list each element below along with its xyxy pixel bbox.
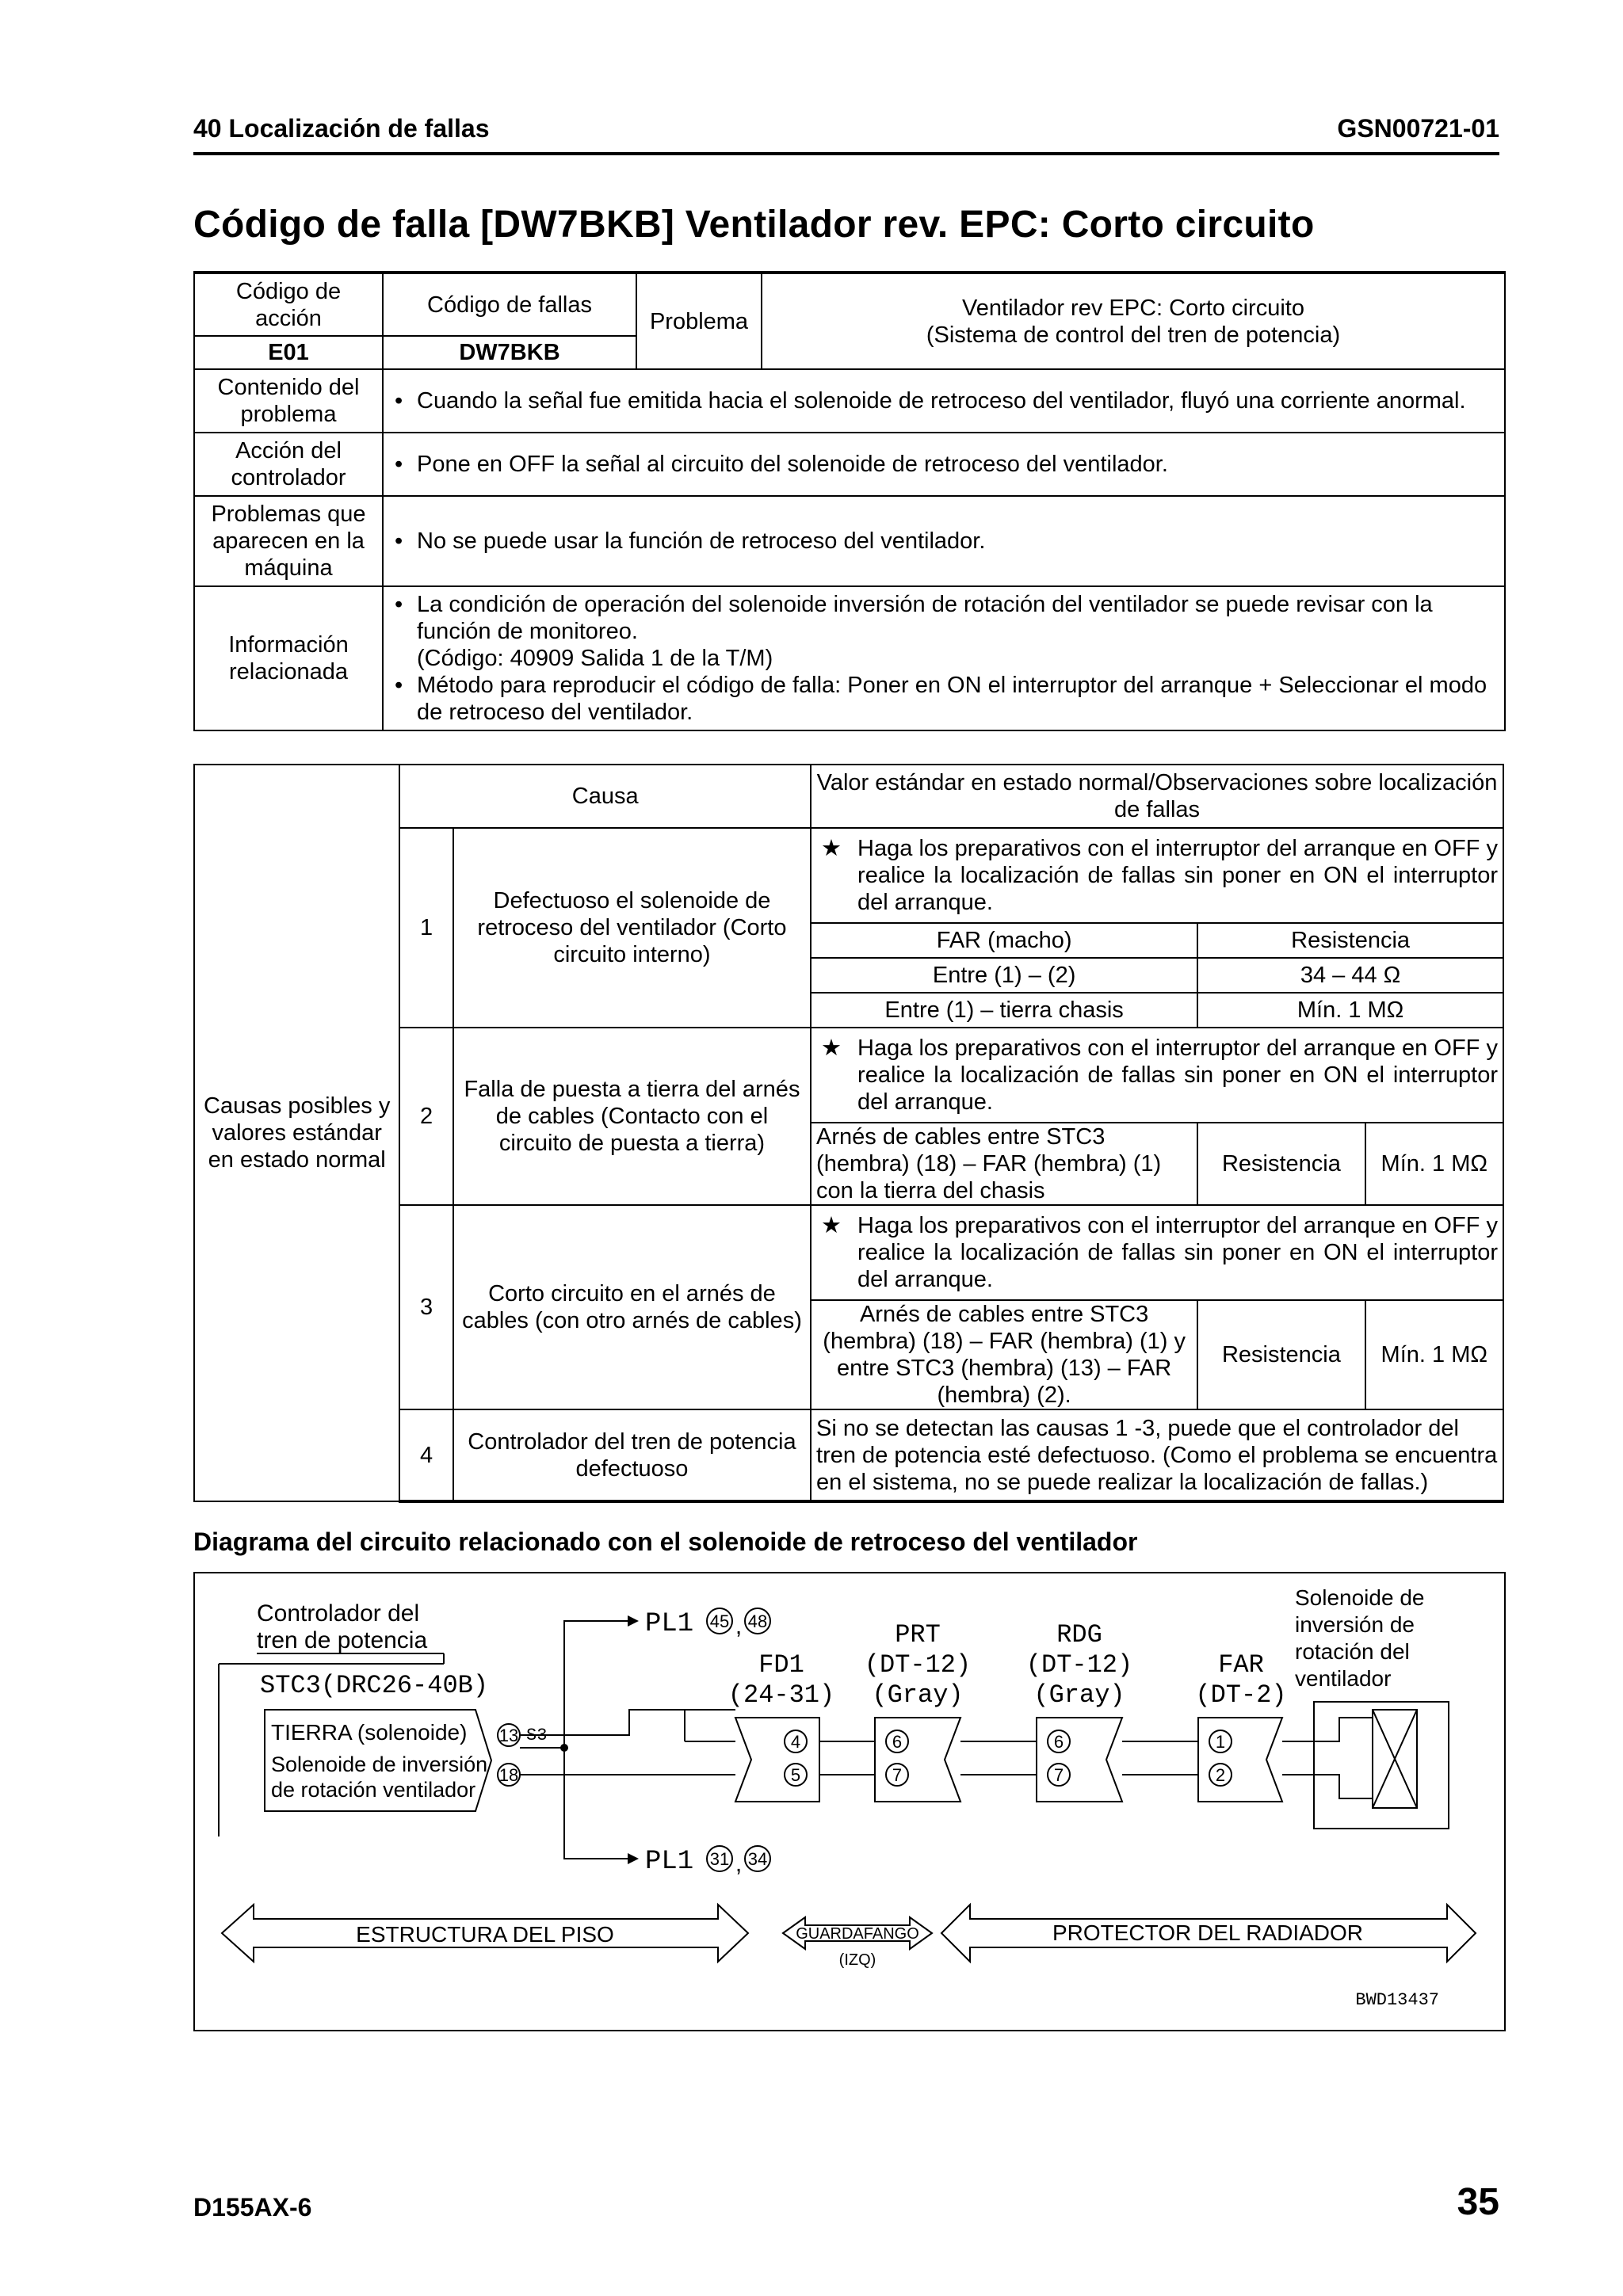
causes-side-label: Causas posibles y valores estándar en estado normal [194, 765, 399, 1501]
connector-rdg-name: RDG [1056, 1620, 1102, 1650]
problem-text: Ventilador rev EPC: Corto circuito [962, 295, 1304, 321]
wire-far-sol-1 [1282, 1718, 1373, 1741]
star-icon: ★ [821, 1035, 842, 1061]
row-content-machine-problems [383, 496, 1505, 586]
document-code: GSN00721-01 [1337, 114, 1499, 143]
zone-radiator-label: PROTECTOR DEL RADIADOR [1052, 1920, 1364, 1945]
row-label-related-info: Información relacionada [194, 586, 383, 730]
connector-prt-color: (Gray) [872, 1680, 964, 1710]
row-label-controller-action: Acción del controlador [194, 433, 383, 496]
cause-description: Defectuoso el solenoide de retroceso del ventilador (Corto circuito interno) [453, 828, 811, 1028]
check-description: Arnés de cables entre STC3 (hembra) (18) – FAR (hembra) (1) con la tierra del chasis [811, 1123, 1197, 1205]
wire-pl1-top [564, 1621, 637, 1748]
footer-model: D155AX-6 [193, 2193, 312, 2222]
sub-row-measure: Entre (1) – (2) [811, 958, 1197, 993]
pl1-31-label: 31 [709, 1849, 730, 1869]
bullet-item: • No se puede usar la función de retroceso del ventilador. [417, 528, 1499, 555]
solenoid-label-2: inversión de [1295, 1612, 1415, 1637]
page-title: Código de falla [DW7BKB] Ventilador rev. EPC: Corto circuito [193, 204, 1315, 246]
wire-far-sol-2 [1282, 1775, 1373, 1798]
problem-system: (Sistema de control del tren de potencia) [926, 322, 1341, 348]
sub-header-connector: FAR (macho) [811, 923, 1197, 958]
bullet-item: • Pone en OFF la señal al circuito del solenoide de retroceso del ventilador. [417, 451, 1499, 478]
check-description: Arnés de cables entre STC3 (hembra) (18) – FAR (hembra) (1) y entre STC3 (hembra) (13) – FAR (hembra) (2). [811, 1300, 1197, 1409]
check-measure: Resistencia [1197, 1123, 1365, 1205]
action-code-value: E01 [194, 336, 383, 369]
connector-far-name: FAR [1218, 1650, 1264, 1680]
solenoid-label-1: Solenoide de [1295, 1585, 1425, 1610]
cause-description: Controlador del tren de potencia defectuoso [453, 1409, 811, 1501]
row-content-related-info [383, 586, 1505, 730]
code-note: (Código: 40909 Salida 1 de la T/M) [417, 646, 773, 671]
pl1-top-comma: , [735, 1613, 743, 1639]
cause-number: 1 [399, 828, 453, 1028]
prt-pin-6: 6 [892, 1732, 903, 1752]
action-code-label: Código de acción [194, 273, 383, 336]
wire-pl1-bottom [564, 1748, 637, 1859]
fd1-pin-5: 5 [790, 1765, 801, 1785]
fd1-pin-4: 4 [790, 1732, 801, 1752]
controller-label-2: tren de potencia [257, 1627, 428, 1653]
connector-fd1-type: (24-31) [727, 1680, 835, 1710]
zone-fender-label: GUARDAFANGO [796, 1925, 919, 1943]
page-number: 35 [1457, 2181, 1499, 2223]
problem-label: Problema [636, 273, 762, 369]
pl1-top-label: PL1 [645, 1609, 694, 1639]
connector-prt-type: (DT-12) [864, 1650, 972, 1680]
connector-far-body [1198, 1718, 1282, 1802]
section-header: 40 Localización de fallas [193, 114, 490, 143]
connector-rdg-body [1037, 1718, 1122, 1802]
star-icon: ★ [821, 1213, 842, 1238]
cause-number: 4 [399, 1409, 453, 1501]
cause-header: Causa [399, 765, 811, 828]
pl1-bottom-comma: , [735, 1851, 743, 1877]
cause-note: Si no se detectan las causas 1 -3, puede que el controlador del tren de potencia esté defectuoso. (Como el problema se encuentra en el sistema, no se puede realizar la localización de fallas.) [811, 1409, 1503, 1501]
pl1-48-label: 48 [747, 1611, 768, 1631]
connector-fd1-body [735, 1718, 819, 1802]
star-note: ★ Haga los preparativos con el interruptor del arranque en OFF y realice la localización de fallas sin poner en ON el interruptor del arranque. [811, 1205, 1503, 1300]
fault-code-label: Código de fallas [383, 273, 636, 336]
connector-rdg-type: (DT-12) [1025, 1650, 1133, 1680]
sub-row-measure: Entre (1) – tierra chasis [811, 993, 1197, 1028]
wire-ground [520, 1710, 735, 1735]
bullet-item: • La condición de operación del solenoide inversión de rotación del ventilador se puede revisar con la función de monitoreo. [417, 591, 1499, 645]
connector-prt-name: PRT [895, 1620, 941, 1650]
row-content-controller-action [383, 433, 1505, 496]
causes-table [193, 764, 1504, 1503]
cause-number: 2 [399, 1028, 453, 1205]
row-label-problem-content: Contenido del problema [194, 369, 383, 433]
bullet-item: • Cuando la señal fue emitida hacia el solenoide de retroceso del ventilador, fluyó una corriente anormal. [417, 387, 1499, 414]
controller-label-1: Controlador del [257, 1600, 420, 1627]
star-icon: ★ [821, 836, 842, 861]
pl1-34-label: 34 [747, 1849, 768, 1869]
sub-row-value: 34 – 44 Ω [1197, 958, 1503, 993]
diagram-title: Diagrama del circuito relacionado con el solenoide de retroceso del ventilador [193, 1527, 1138, 1556]
connector-far-type: (DT-2) [1195, 1680, 1287, 1710]
check-value: Mín. 1 MΩ [1365, 1123, 1503, 1205]
bullet-item: • Método para reproducir el código de falla: Poner en ON el interruptor del arranque + Seleccionar el modo de retroceso del ventilador. [417, 672, 1499, 726]
zone-fender-side: (IZQ) [838, 1951, 876, 1969]
header-rule [193, 152, 1499, 155]
row-label-machine-problems: Problemas que aparecen en la máquina [194, 496, 383, 586]
cause-number: 3 [399, 1205, 453, 1409]
sub-row-value: Mín. 1 MΩ [1197, 993, 1503, 1028]
fault-code-value: DW7BKB [383, 336, 636, 369]
connector-fd1-name: FD1 [758, 1650, 804, 1680]
star-note: ★ Haga los preparativos con el interruptor del arranque en OFF y realice la localización de fallas sin poner en ON el interruptor del arranque. [811, 828, 1503, 923]
cause-description: Corto circuito en el arnés de cables (con otro arnés de cables) [453, 1205, 811, 1409]
figure-code: BWD13437 [1355, 1990, 1439, 2010]
check-value: Mín. 1 MΩ [1365, 1300, 1503, 1409]
solenoid-housing [1314, 1702, 1449, 1829]
connector-prt-body [875, 1718, 960, 1802]
pl1-bottom-label: PL1 [645, 1847, 694, 1877]
star-note: ★ Haga los preparativos con el interruptor del arranque en OFF y realice la localización de fallas sin poner en ON el interruptor del arranque. [811, 1028, 1503, 1123]
sub-header-resistance: Resistencia [1197, 923, 1503, 958]
pl1-45-label: 45 [709, 1611, 730, 1631]
pin-solenoid-label-1: Solenoide de inversión [271, 1753, 488, 1776]
check-measure: Resistencia [1197, 1300, 1365, 1409]
problem-description [762, 273, 1505, 369]
splice-label: S3 [526, 1726, 548, 1745]
rdg-pin-7: 7 [1053, 1765, 1064, 1785]
far-pin-2: 2 [1215, 1765, 1226, 1785]
controller-connector-name: STC3(DRC26-40B) [260, 1671, 489, 1700]
far-pin-1: 1 [1215, 1732, 1226, 1752]
cause-description: Falla de puesta a tierra del arnés de cables (Contacto con el circuito de puesta a tierra) [453, 1028, 811, 1205]
circuit-diagram [193, 1572, 1506, 2031]
standard-value-header: Valor estándar en estado normal/Observaciones sobre localización de fallas [811, 765, 1503, 828]
prt-pin-7: 7 [892, 1765, 903, 1785]
fault-info-table [193, 271, 1506, 731]
pin-ground-label: TIERRA (solenoide) [271, 1720, 468, 1745]
pin-18-label: 18 [498, 1765, 519, 1785]
row-content-problem [383, 369, 1505, 433]
zone-floor-label: ESTRUCTURA DEL PISO [356, 1922, 614, 1947]
solenoid-label-3: rotación del [1295, 1639, 1410, 1664]
pin-solenoid-label-2: de rotación ventilador [271, 1778, 476, 1802]
solenoid-label-4: ventilador [1295, 1666, 1392, 1691]
connector-rdg-color: (Gray) [1033, 1680, 1125, 1710]
pin-13-label: 13 [498, 1726, 519, 1745]
rdg-pin-6: 6 [1053, 1732, 1064, 1752]
